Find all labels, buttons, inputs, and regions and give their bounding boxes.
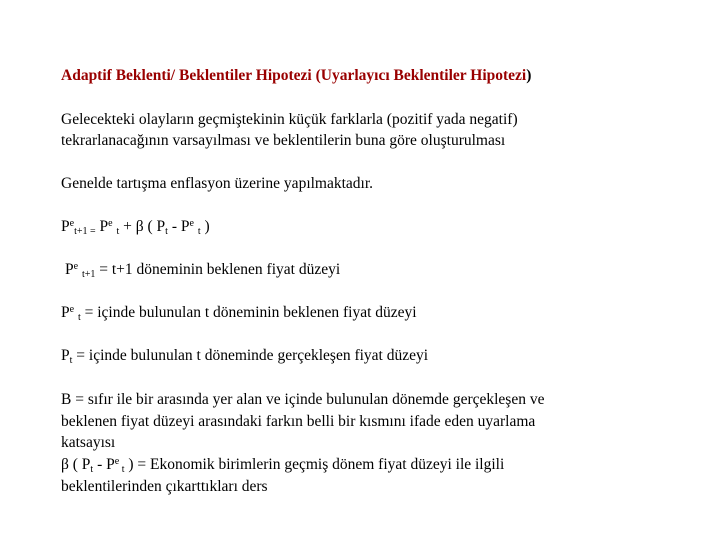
- def-pt: [61, 346, 428, 368]
- formula-p: P: [61, 218, 70, 235]
- formula-sub-t: t: [116, 226, 120, 237]
- formula-minus: - P: [167, 218, 190, 235]
- formula-plus-beta: + β ( P: [119, 218, 166, 235]
- formula: [61, 217, 210, 239]
- formula-e-sup-3: e: [189, 218, 194, 229]
- beta-term-sub-t2: t: [119, 464, 125, 475]
- beta-def-line-2: beklenen fiyat düzeyi arasındaki farkın belli bir kısmını ifade eden uyarlama: [61, 413, 536, 430]
- def-pe-t-p: P: [61, 304, 70, 321]
- formula-sub-t1: t+1 =: [74, 226, 96, 237]
- beta-term-sub-t: t: [90, 464, 94, 475]
- beta-term-open: β ( P: [61, 456, 91, 473]
- def-pe-t1-e: e: [73, 261, 79, 272]
- beta-term-minus: - P: [93, 456, 115, 473]
- beta-def-line-1: B = sıfır ile bir arasında yer alan ve içinde bulunulan dönemde gerçekleşen ve: [61, 391, 545, 408]
- beta-def-line-3: katsayısı: [61, 434, 116, 451]
- formula-p2: P: [99, 218, 109, 235]
- formula-sub-t-2: t: [165, 226, 168, 237]
- formula-e-sup-2: e: [108, 218, 113, 229]
- title-close-paren: ): [526, 67, 532, 84]
- def-pe-t1-sub: t+1: [81, 269, 96, 280]
- formula-sub-t-3: t: [197, 226, 201, 237]
- definition-line-2: tekrarlanacağının varsayılması ve beklentilerin buna göre oluşturulması: [61, 132, 506, 149]
- def-pt-sub: t: [69, 355, 73, 366]
- def-pe-t1-p: P: [65, 261, 74, 278]
- def-pe-t-sub: t: [77, 312, 81, 323]
- formula-e-sup: e: [69, 218, 75, 229]
- formula-close: ): [200, 218, 210, 235]
- slide-title: [61, 66, 531, 86]
- discussion-text: Genelde tartışma enflasyon üzerine yapılmaktadır.: [61, 175, 374, 192]
- beta-term-text: ) = Ekonomik birimlerin geçmiş dönem fiyat düzeyi ile ilgili: [124, 456, 505, 473]
- def-pe-t-e: e: [69, 304, 75, 315]
- def-pe-t1: [65, 260, 340, 282]
- def-pe-t: [61, 303, 417, 325]
- def-pe-t-text: = içinde bulunulan t döneminin beklenen fiyat düzeyi: [80, 304, 417, 321]
- definition-line-1: Gelecekteki olayların geçmiştekinin küçük farklarla (pozitif yada negatif): [61, 111, 518, 128]
- beta-term-line-2: beklentilerinden çıkarttıkları ders: [61, 478, 268, 495]
- beta-term-line-1: [61, 455, 504, 477]
- def-pe-t1-text: = t+1 döneminin beklenen fiyat düzeyi: [95, 261, 341, 278]
- title-text: Adaptif Beklenti/ Beklentiler Hipotezi (Uyarlayıcı Beklentiler Hipotezi: [61, 67, 527, 84]
- def-pt-text: = içinde bulunulan t döneminde gerçekleşen fiyat düzeyi: [72, 347, 429, 364]
- def-pt-p: P: [61, 347, 70, 364]
- beta-term-e: e: [114, 456, 120, 467]
